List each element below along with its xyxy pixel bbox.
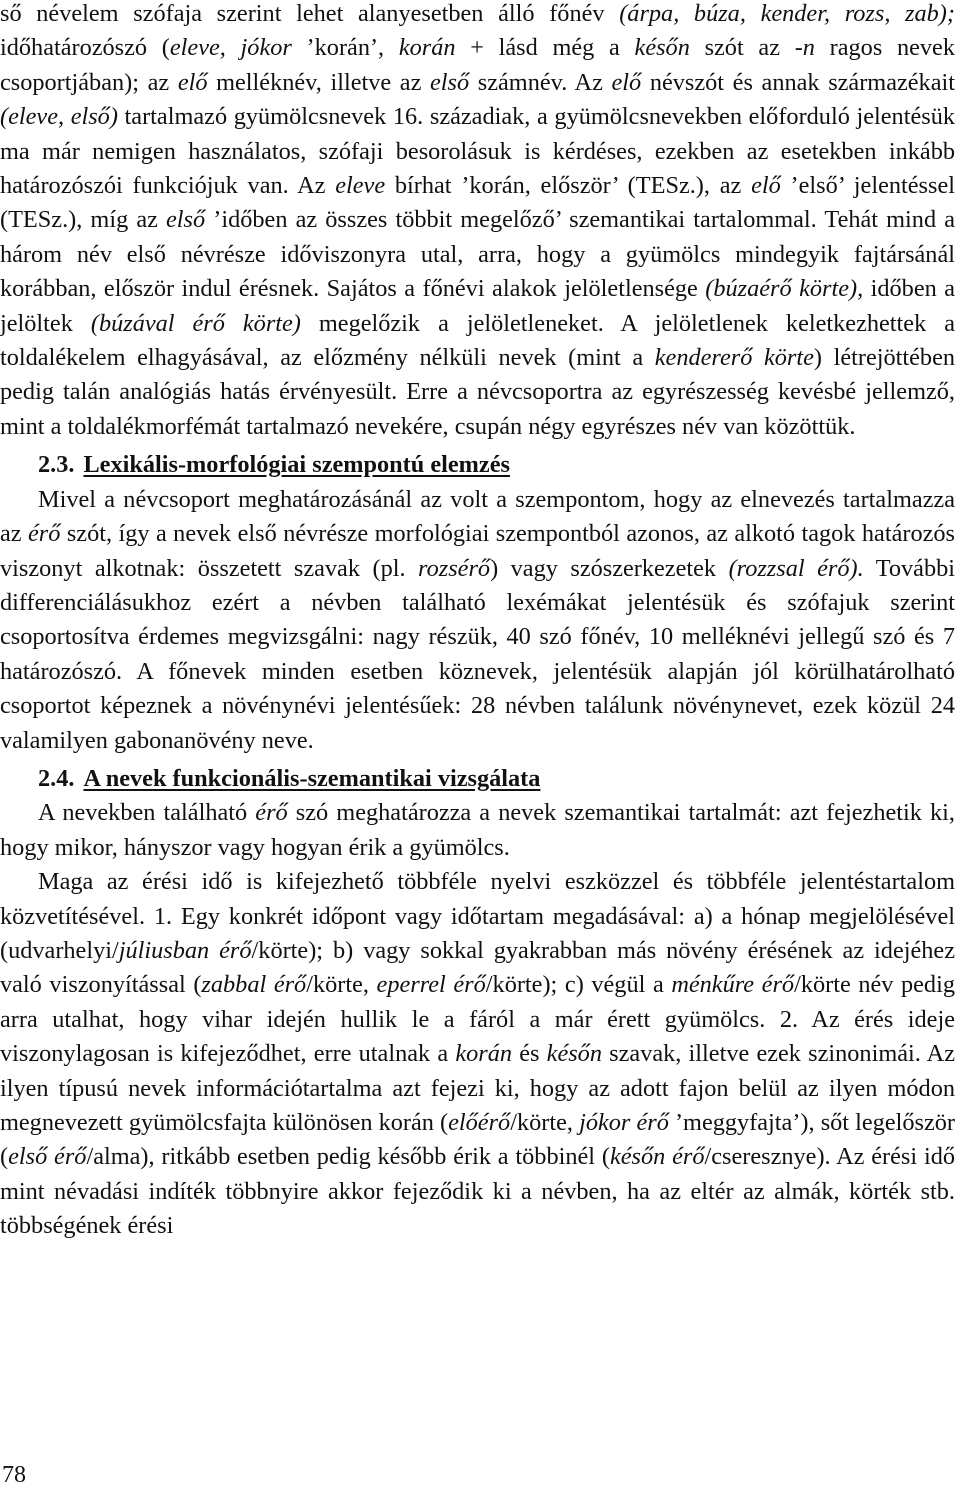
text-run: melléknév, illetve az [207,68,430,96]
italic-term: elő [611,68,642,96]
paragraph [0,0,955,444]
text-run: /alma), ritkább esetben pedig később érik a többinél ( [86,1143,610,1171]
italic-term: első [430,68,470,96]
text-run: /körte); b) vagy sokkal gyakrabban más növény érésének az idejéhez való viszonyítással ( [0,936,955,999]
text-run: szót, így a nevek első névrésze morfológiai szempontból azonos, az alkotó tagok határozós viszonyt alkotnak: összetett szavak (pl. [0,520,955,582]
text-run: szót az [689,34,795,62]
italic-term: rozsérő [418,554,491,582]
text-run: /körte, [510,1109,580,1136]
text-run: szó meghatározza a nevek szemantikai tartalmát: azt fejezhetik ki, hogy mikor, hányszor vagy hogyan érik a gyümölcs. [0,799,955,861]
italic-term: elő [177,68,208,96]
text-run: számnév. Az [469,68,612,96]
text-run: névszót és annak származékait [641,68,955,96]
italic-term: elő [751,172,781,200]
paragraph [0,483,955,758]
italic-term: első érő [8,1143,87,1171]
text-run: időben a jelöltek [0,275,955,337]
text-run: ’meggyfajta’), sőt legelőször ( [0,1109,955,1171]
italic-term: korán [398,34,456,62]
italic-term: kendererő körte [654,344,814,372]
italic-term: első [166,206,206,234]
section-title: Lexikális-morfológiai szempontú elemzés [83,451,510,479]
italic-term: (eleve, első) [0,103,118,131]
text-run: tartalmazó gyümölcsnevek 16. századiak, a gyümölcsnevekben előforduló jelentésük ma már nemigen használatos, szófaji besorolásuk is kérdéses, ezekben az esetekben inkább határozószói funkciójuk van. Az [0,103,955,200]
italic-term: zabbal érő [201,971,307,999]
page-number: 78 [2,1462,26,1488]
italic-term: (búzával érő körte) [90,309,301,337]
section-title: A nevek funkcionális-szemantikai vizsgálata [83,764,541,792]
section-number: 2.4. [38,764,75,792]
text-run: /körte név pedig arra utalhat, hogy vihar idején hullik le a fáról a már érett gyümölcs. 2. Az érés ideje viszonylagosan is kifejeződhet, erre utalnak a [0,971,955,1068]
italic-term: későn [634,34,690,62]
text-run: /cseresznye). Az érési idő mint névadási indíték többnyire akkor fejeződik ki a névben, ha az eltér az almák, körték stb. többségének érési [0,1143,956,1240]
text-run: További differenciálásukhoz ezért a névben található lexémákat jelentésük és szófajuk szerint csoportosítva érdemes megvizsgálni: nagy részük, 40 szó főnév, 10 melléknévi jellegű szó és 7 határozószó. A főnevek minden esetben köznevek, jelentésük alapján jól körülhatárolható csoportot képeznek a növénynévi jelentésűek: 28 névben találunk növénynevet, ezek közül 24 valamilyen gabonanövény neve. [0,554,955,754]
text-run: + lásd még a [455,34,635,62]
text-run: bírhat ’korán, először’ (TESz.), az [385,172,752,200]
italic-term: érő [28,520,61,548]
paragraph [0,865,955,1243]
italic-term: jókor érő [579,1109,669,1136]
text-run: ) vagy szószerkezetek [490,554,729,582]
text-run: /körte); c) végül a [485,971,672,999]
italic-term: eleve [335,172,386,200]
text-run: ső névelem szófaja szerint lehet alanyesetben álló főnév [0,0,620,27]
italic-term: (árpa, búza, kender, rozs, zab); [619,0,955,27]
text-run: ) létrejöttében pedig talán analógiás hatás érvényesült. Erre a névcsoportra az egyrészesség kevésbé jellemző, mint a toldalékmorfémát tartalmazó nevekére, csupán négy egyrészes név van közöttük. [0,344,956,440]
paragraph [0,796,955,865]
text-run: időhatározószó ( [0,34,170,62]
text-run: megelőzik a jelöletleneket. A jelöletlenek keletkezhettek a toldalékelem elhagyásával, az előzmény nélküli nevek (mint a [0,309,955,372]
text-run: ragos nevek csoportjában); az [0,34,955,96]
section-number: 2.3. [38,451,75,479]
text-run: ’első’ jelentéssel (TESz.), míg az [0,172,955,234]
italic-term: -n [794,34,815,62]
italic-term: (rozzsal érő). [728,554,864,582]
italic-term: későn érő [609,1143,705,1171]
italic-term: előérő [448,1109,511,1136]
italic-term: (búzaérő körte), [705,275,864,303]
text-run: A nevekben található [38,799,256,827]
italic-term: eleve, jókor [169,34,292,62]
section-heading [0,762,955,796]
section-heading [0,448,955,482]
text-run: ’korán’, [291,34,399,62]
italic-term: korán [455,1040,513,1068]
italic-term: későn [546,1040,602,1068]
text-run: és [512,1040,547,1068]
text-run: /körte, [306,971,377,999]
text-run: Mivel a névcsoport meghatározásánál az volt a szempontom, hogy az elnevezés tartalmazza az [0,485,955,548]
italic-term: érő [255,799,288,827]
italic-term: eperrel érő [376,971,486,999]
text-run: ’időben az összes többit megelőző’ szemantikai tartalommal. Tehát mind a három név első névrésze időviszonyra utal, arra, hogy a gyümölcs mindegyik fajtársánál korábban, először indul érésnek. Sajátos a főnévi alakok jelöletlensége [0,206,955,303]
italic-term: júliusban érő [118,936,252,964]
text-run: szavak, illetve ezek szinonimái. Az ilyen típusú nevek információtartalma azt fejezi ki, hogy az adott fajon belül az ilyen módon megnevezett gyümölcsfajta különösen korán ( [0,1040,956,1136]
italic-term: ménkűre érő [671,971,795,999]
text-run: Maga az érési idő is kifejezhető többféle nyelvi eszközzel és többféle jelentéstartalom közvetítésével. 1. Egy konkrét időpont vagy időtartam megadásával: a) a hónap megjelölésével (udvarhelyi/ [0,868,955,964]
